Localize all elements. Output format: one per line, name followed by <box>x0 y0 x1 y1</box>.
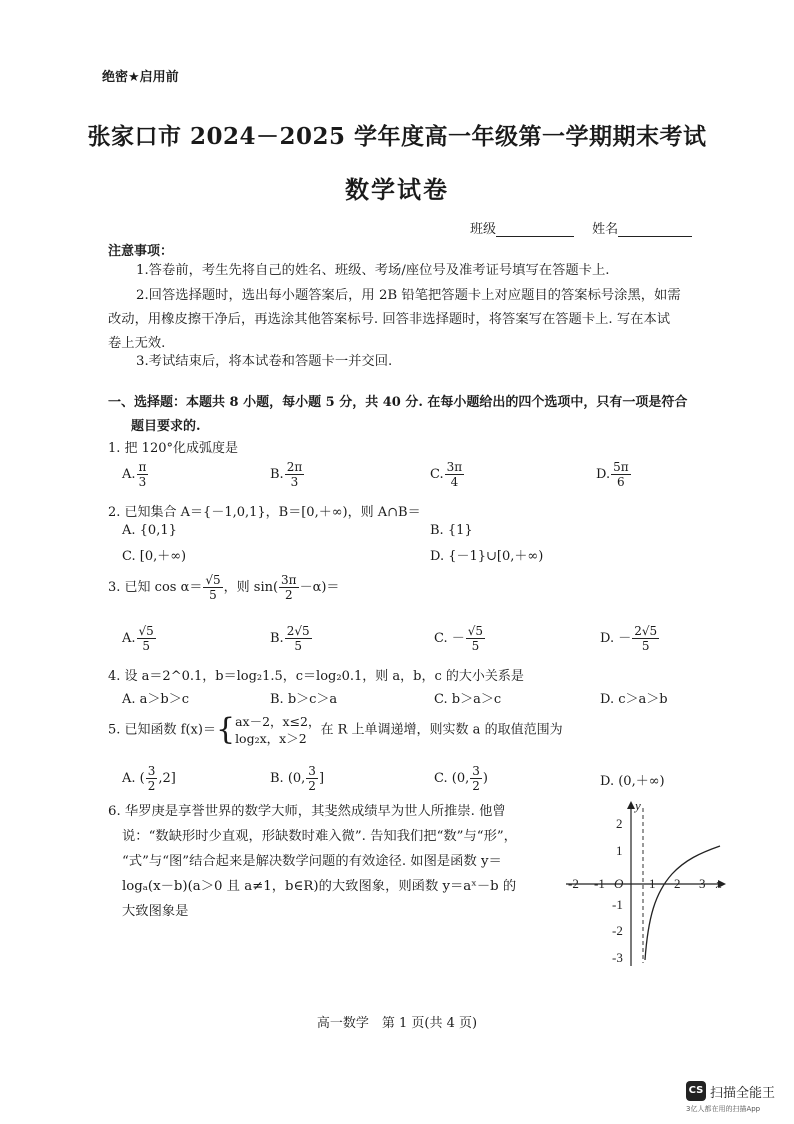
log-function-graph <box>560 798 730 970</box>
y-axis-label: y <box>635 798 641 813</box>
q6-line-2: 说：“数缺形时少直观，形缺数时难入微”. 告知我们把“数”与“形”， <box>122 829 517 844</box>
q1-option-d: D. $\frac{5\pi}{6}$ <box>596 460 629 489</box>
notice-heading: 注意事项： <box>108 244 174 259</box>
q2-option-b: B. {1} <box>430 523 473 538</box>
secret-label: 绝密★启用前 <box>102 70 179 85</box>
page-footer: 高一数学 第 1 页(共 4 页) <box>316 1016 478 1031</box>
q6-line-1: 6. 华罗庚是享誉世界的数学大师，其斐然成绩早为世人所推崇. 他曾 <box>108 804 506 819</box>
q2-option-c: C. [0,＋∞) <box>122 549 187 564</box>
x-tick-neg2: -2 <box>568 876 579 891</box>
q3-option-b: B. $\frac{2√5}{5}$ <box>270 624 310 653</box>
class-blank <box>496 222 574 237</box>
class-field <box>470 218 692 237</box>
q2-option-a: A. {0,1} <box>122 523 177 538</box>
q5-stem: 5. 已知函数 f(x)＝{ ax－2，x≤2， log₂x，x＞2 在 R 上单调递增，则实数 a 的取值范围为 <box>108 712 563 747</box>
q4-option-c: C. b＞a＞c <box>434 692 502 707</box>
paper-subtitle: 数学试卷 <box>345 175 449 204</box>
origin-label: O <box>614 876 624 891</box>
q1-option-b: B. $\frac{2\pi}{3}$ <box>270 460 303 489</box>
q2-stem: 2. 已知集合 A＝{－1,0,1}，B＝[0,＋∞)，则 A∩B＝ <box>108 505 421 520</box>
q6-line-3: “式”与“图”结合起来是解决数学问题的有效途径. 如图是函数 y＝ <box>122 854 502 869</box>
q2-option-d: D. {－1}∪[0,＋∞) <box>430 549 544 564</box>
q5-option-d: D. (0,＋∞) <box>600 774 665 789</box>
q1-stem: 1. 把 120°化成弧度是 <box>108 441 238 456</box>
class-label: 班级 <box>470 222 497 237</box>
y-axis-arrow <box>627 801 635 809</box>
notice-item-2-cont: 改动，用橡皮擦干净后，再选涂其他答案标号. 回答非选择题时，将答案写在答题卡上. 写在本试 <box>108 312 671 327</box>
q5-option-a: A. ( $\frac{3}{2}$ ,2] <box>122 764 176 793</box>
exam-title: 张家口市 2024－2025 学年度高一年级第一学期期末考试 <box>87 123 707 150</box>
x-tick-1: 1 <box>649 876 656 891</box>
y-tick-neg2: -2 <box>612 923 623 938</box>
q5-option-c: C. (0, $\frac{3}{2}$ ) <box>434 764 488 793</box>
x-tick-3: 3 <box>699 876 706 891</box>
name-label: 姓名 <box>592 222 619 237</box>
camscanner-tagline: 3亿人都在用的扫描App <box>686 1105 761 1113</box>
q4-option-b: B. b＞c＞a <box>270 692 338 707</box>
x-tick-neg1: -1 <box>594 876 605 891</box>
q3-option-d: D. － $\frac{2√5}{5}$ <box>600 624 658 653</box>
x-axis-label: x <box>716 876 722 891</box>
q3-option-c: C. － $\frac{√5}{5}$ <box>434 624 484 653</box>
q1-option-a: A. $\frac{\pi}{3}$ <box>122 460 147 489</box>
camscanner-logo: CS <box>686 1081 706 1101</box>
y-tick-2: 2 <box>616 816 623 831</box>
q4-option-a: A. a＞b＞c <box>122 692 190 707</box>
q6-line-5: 大致图象是 <box>122 904 189 919</box>
section1-heading-cont: 题目要求的. <box>131 419 201 434</box>
name-blank <box>618 222 692 237</box>
x-tick-2: 2 <box>674 876 681 891</box>
y-tick-neg3: -3 <box>612 950 623 965</box>
q6-line-4: logₐ(x－b)(a＞0 且 a≠1，b∈R)的大致图象，则函数 y＝aˣ－b 的 <box>122 879 517 894</box>
section1-heading: 一、选择题：本题共 8 小题，每小题 5 分，共 40 分. 在每小题给出的四个选项中，只有一项是符合 <box>108 395 688 410</box>
q3-option-a: A. $\frac{√5}{5}$ <box>122 624 154 653</box>
q1-option-c: C. $\frac{3\pi}{4}$ <box>430 460 463 489</box>
q3-stem: 3. 已知 cos α＝ $\frac{√5}{5}$ ，则 sin( $\frac{3\pi}{2}$ －α)＝ <box>108 573 340 602</box>
notice-item-3: 3.考试结束后，将本试卷和答题卡一并交回. <box>136 354 393 369</box>
q4-stem: 4. 设 a＝2^0.1，b＝log₂1.5，c＝log₂0.1，则 a，b，c 的大小关系是 <box>108 669 524 684</box>
notice-item-2-end: 卷上无效. <box>108 336 166 351</box>
q4-option-d: D. c＞a＞b <box>600 692 668 707</box>
y-tick-neg1: -1 <box>612 897 623 912</box>
q5-option-b: B. (0, $\frac{3}{2}$ ] <box>270 764 325 793</box>
notice-item-2: 2.回答选择题时，选出每小题答案后，用 2B 铅笔把答题卡上对应题目的答案标号涂黑，如需 <box>136 288 681 303</box>
y-tick-1: 1 <box>616 843 623 858</box>
log-curve <box>645 846 720 960</box>
camscanner-name: 扫描全能王 <box>710 1086 776 1101</box>
notice-item-1: 1.答卷前，考生先将自己的姓名、班级、考场/座位号及准考证号填写在答题卡上. <box>136 263 610 278</box>
